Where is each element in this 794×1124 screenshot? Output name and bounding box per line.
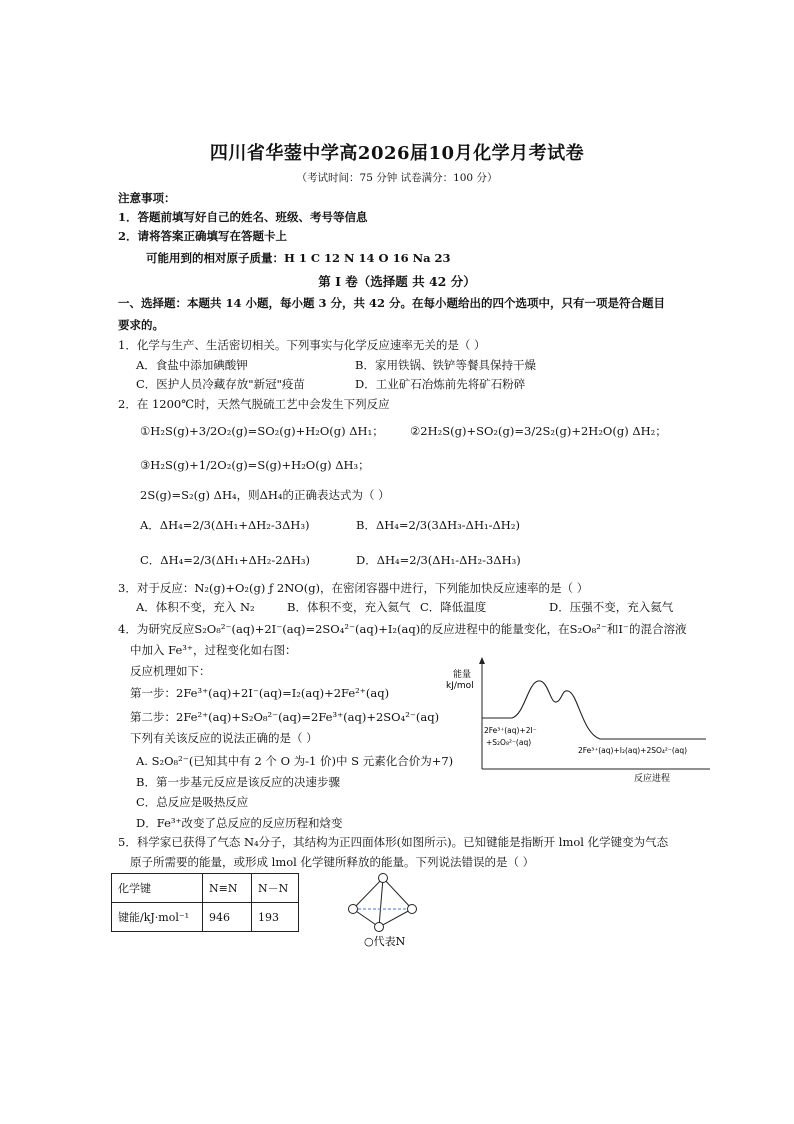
q4-mechanism-heading: 反应机理如下： — [130, 664, 211, 678]
q2-stem: 2．在 1200℃时，天然气脱硫工艺中会发生下列反应 — [118, 397, 390, 411]
bond-line — [379, 909, 412, 927]
table-cell: 193 — [252, 903, 299, 932]
q1-option-d: D．工业矿石冶炼前先将矿石粉碎 — [355, 377, 526, 391]
note-item-2: 2．请将答案正确填写在答题卡上 — [118, 229, 287, 243]
notes-heading: 注意事项： — [118, 191, 176, 205]
table-header-cell: N－N — [252, 874, 299, 903]
x-axis-label: 反应进程 — [634, 774, 671, 784]
bond-line — [383, 878, 412, 909]
section-instruction: 一、选择题：本题共 14 小题，每小题 3 分，共 42 分。在每小题给出的四个选项中，只有一项是符合题目 — [118, 296, 666, 310]
q4-step-1: 第一步：2Fe³⁺(aq)+2I⁻(aq)=I₂(aq)+2Fe²⁺(aq) — [130, 686, 390, 700]
q3-option-a: A．体积不变，充入 N₂ — [136, 600, 255, 614]
table-cell: 键能/kJ·mol⁻¹ — [112, 903, 203, 932]
energy-profile-diagram — [440, 655, 720, 785]
q4-stem-cont: 中加入 Fe³⁺，过程变化如右图： — [130, 643, 297, 657]
q4-option-a: A. S₂O₈²⁻(已知其中有 2 个 O 为-1 价)中 S 元素化合价为+7) — [136, 754, 454, 768]
q2-option-d: D．ΔH₄=2/3(ΔH₁-ΔH₂-3ΔH₃) — [356, 553, 521, 567]
table-row — [112, 903, 299, 932]
note-item-1: 1．答题前填写好自己的姓名、班级、考号等信息 — [118, 210, 368, 224]
nitrogen-atom — [375, 923, 384, 932]
table-cell: 946 — [203, 903, 252, 932]
q3-option-b: B．体积不变，充入氦气 — [287, 600, 411, 614]
table-header-cell: N≡N — [203, 874, 252, 903]
q2-reaction-2: ②2H₂S(g)+SO₂(g)=3/2S₂(g)+2H₂O(g) ΔH₂； — [410, 424, 667, 438]
q2-reaction-1: ①H₂S(g)+3/2O₂(g)=SO₂(g)+H₂O(g) ΔH₁； — [140, 424, 384, 438]
y-axis-unit: kJ/mol — [446, 681, 474, 691]
q2-option-a: A．ΔH₄=2/3(ΔH₁+ΔH₂-3ΔH₃) — [140, 518, 310, 532]
q3-stem: 3．对于反应：N₂(g)+O₂(g) ƒ 2NO(g)，在密闭容器中进行，下列能加快反应速率的是（ ） — [118, 581, 589, 595]
q3-option-c: C．降低温度 — [420, 600, 487, 614]
section-heading: 第 I 卷（选择题 共 42 分） — [318, 274, 476, 289]
q4-option-b: B．第一步基元反应是该反应的决速步骤 — [136, 775, 340, 789]
n4-tetrahedron-diagram — [340, 870, 430, 950]
q3-option-d: D．压强不变，充入氦气 — [549, 600, 674, 614]
section-instruction-cont: 要求的。 — [118, 318, 164, 332]
q5-stem: 5．科学家已获得了气态 N₄分子，其结构为正四面体形(如图所示)。已知键能是指断开 lmol 化学键变为气态 — [118, 835, 669, 849]
q2-option-b: B．ΔH₄=2/3(3ΔH₃-ΔH₁-ΔH₂) — [356, 518, 520, 532]
legend-label: ○代表N — [364, 935, 406, 948]
q4-question: 下列有关该反应的说法正确的是（ ） — [130, 731, 318, 745]
q4-option-c: C．总反应是吸热反应 — [136, 795, 249, 809]
q5-stem-cont: 原子所需要的能量，或形成 lmol 化学键所释放的能量。下列说法错误的是（ ） — [130, 855, 535, 869]
q4-step-2: 第二步：2Fe²⁺(aq)+S₂O₈²⁻(aq)=2Fe³⁺(aq)+2SO₄²⁻(aq) — [130, 710, 440, 724]
q1-stem: 1．化学与生产、生活密切相关。下列事实与化学反应速率无关的是（ ） — [118, 338, 486, 352]
q2-option-c: C．ΔH₄=2/3(ΔH₁+ΔH₂-2ΔH₃) — [140, 553, 311, 567]
y-axis-label: 能量 — [453, 670, 472, 680]
product-label: 2Fe³⁺(aq)+I₂(aq)+2SO₄²⁻(aq) — [578, 746, 688, 755]
bond-line — [379, 878, 383, 927]
y-axis-arrow — [479, 657, 485, 664]
q1-option-b: B．家用铁锅、铁铲等餐具保持干燥 — [355, 358, 536, 372]
exam-info: （考试时间：75 分钟 试卷满分：100 分） — [296, 172, 498, 184]
q1-option-a: A．食盐中添加碘酸钾 — [136, 358, 248, 372]
q2-reaction-4: 2S(g)=S₂(g) ΔH₄，则ΔH₄的正确表达式为（ ） — [140, 488, 390, 502]
atomic-masses: 可能用到的相对原子质量：H 1 C 12 N 14 O 16 Na 23 — [146, 251, 451, 265]
nitrogen-atom — [349, 905, 358, 914]
reactant-label-cont: +S₂O₈²⁻(aq) — [486, 738, 532, 747]
table-header-cell: 化学键 — [112, 874, 203, 903]
nitrogen-atom — [408, 905, 417, 914]
q1-option-c: C．医护人员冷藏存放"新冠"疫苗 — [136, 377, 305, 391]
reactant-label: 2Fe³⁺(aq)+2I⁻ — [484, 726, 537, 735]
table-row — [112, 874, 299, 903]
page-title: 四川省华蓥中学高2026届10月化学月考试卷 — [209, 143, 585, 164]
bond-line — [353, 878, 383, 909]
nitrogen-atom — [379, 874, 388, 883]
bond-energy-table — [111, 873, 299, 932]
q4-option-d: D．Fe³⁺改变了总反应的反应历程和焓变 — [136, 816, 343, 830]
q2-reaction-3: ③H₂S(g)+1/2O₂(g)=S(g)+H₂O(g) ΔH₃； — [140, 458, 370, 472]
q4-stem: 4．为研究反应S₂O₈²⁻(aq)+2I⁻(aq)=2SO₄²⁻(aq)+I₂(aq)的反应进程中的能量变化，在S₂O₈²⁻和I⁻的混合溶液 — [118, 622, 687, 636]
